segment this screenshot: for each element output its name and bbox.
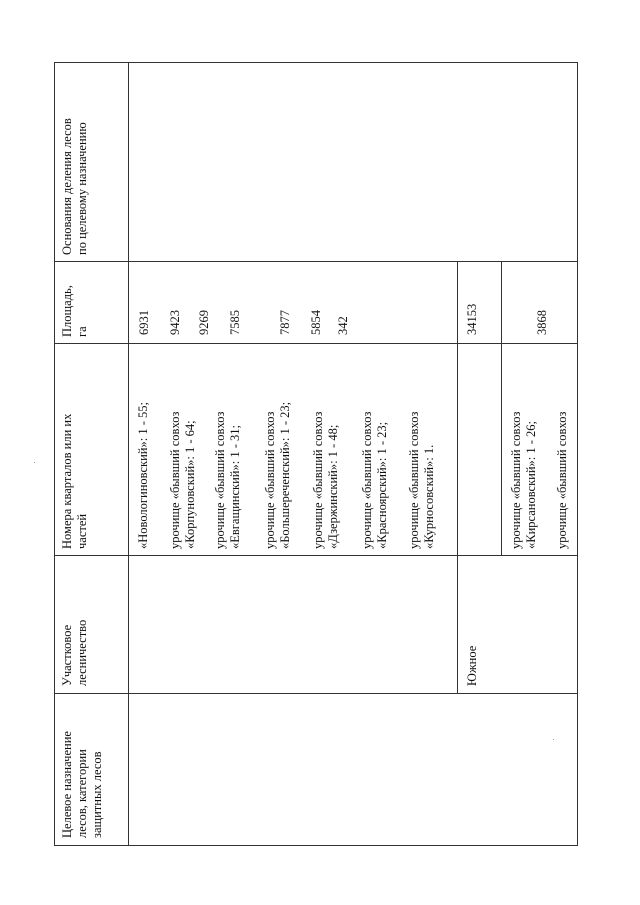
list-item: урочище «бывший совхоз «Большереченский»: 1 - 23; bbox=[263, 401, 292, 549]
table-border-top bbox=[54, 62, 578, 63]
header-quarters: Номера кварталов или их частей bbox=[60, 413, 89, 549]
scan-speck bbox=[553, 739, 554, 740]
area-value: 9269 bbox=[197, 310, 211, 335]
area-value: 342 bbox=[336, 316, 350, 335]
scan-speck bbox=[34, 462, 35, 463]
header-forestry: Участковое лесничество bbox=[60, 619, 89, 686]
area-value: 6931 bbox=[137, 310, 151, 335]
header-row-separator bbox=[128, 62, 129, 846]
area-value: 7877 bbox=[278, 310, 292, 335]
list-item: урочище «бывший совхоз «Дзержинский»: 1 - 48; bbox=[311, 411, 340, 549]
header-purpose: Целевое назначение лесов, категории защитных лесов bbox=[60, 731, 104, 838]
header-area: Площадь, га bbox=[60, 285, 89, 337]
area-value: 3868 bbox=[535, 310, 549, 335]
area-value: 9423 bbox=[168, 310, 182, 335]
list-item: урочище «бывший совхоз «Курносовский»: 1. bbox=[407, 411, 436, 549]
table-border-bottom bbox=[54, 845, 578, 846]
list-item: урочище «бывший совхоз «Евгащинский»: 1 - 31; bbox=[213, 411, 242, 549]
table-border-left bbox=[54, 62, 55, 846]
section-separator bbox=[457, 261, 458, 693]
column-separator bbox=[54, 555, 577, 556]
list-item: урочище «бывший совхоз «Красноярский»: 1 - 23; bbox=[360, 411, 389, 549]
forestry-name: Южное bbox=[465, 645, 479, 686]
column-separator bbox=[54, 261, 577, 262]
area-value: 5854 bbox=[309, 310, 323, 335]
list-item: урочище «бывший совхоз «Корпуновский»: 1 - 64; bbox=[168, 411, 197, 549]
list-item: урочище «бывший совхоз «Кирсановский»: 1 - 26; bbox=[509, 411, 538, 549]
column-separator bbox=[54, 343, 577, 344]
area-value: 7585 bbox=[228, 310, 242, 335]
section-separator bbox=[501, 261, 502, 556]
list-item: урочище «бывший совхоз bbox=[555, 411, 569, 549]
total-area: 34153 bbox=[465, 303, 479, 335]
column-separator bbox=[54, 693, 577, 694]
header-basis: Основания деления лесов по целевому назначению bbox=[60, 118, 89, 255]
list-item: «Новологиновский»: 1 - 55; bbox=[136, 402, 150, 549]
table-border-right bbox=[577, 62, 578, 846]
